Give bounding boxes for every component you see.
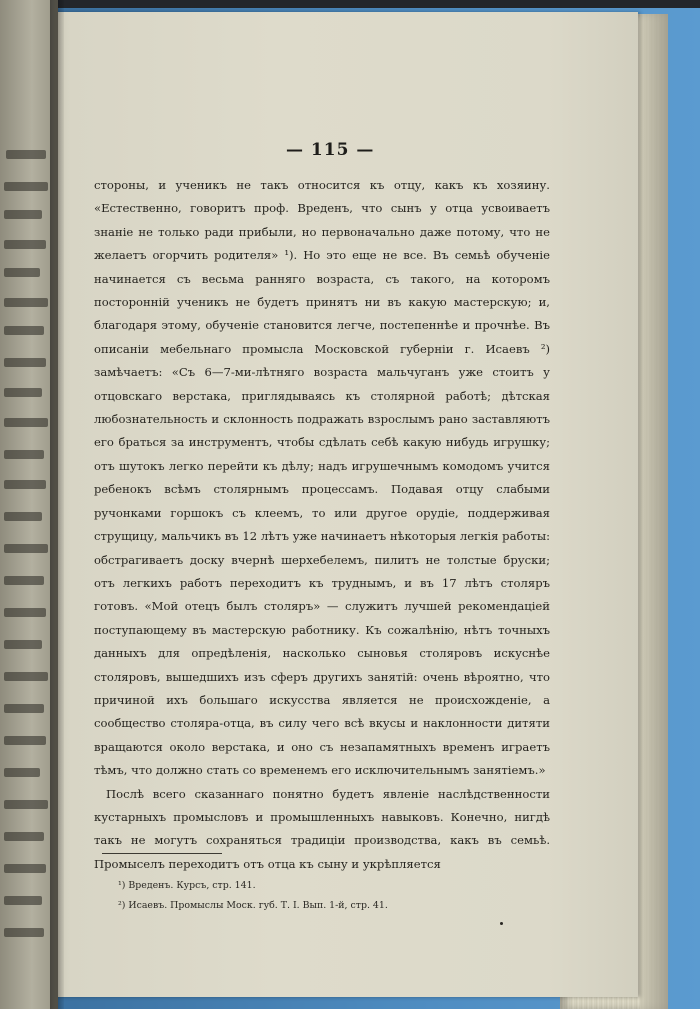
left-page-text-line — [4, 512, 42, 521]
book-gutter-shadow — [50, 0, 64, 1009]
left-page-text-line — [4, 928, 44, 937]
ink-speck — [500, 922, 503, 925]
left-page-text-line — [4, 298, 48, 307]
left-page-text-line — [4, 608, 46, 617]
left-page-text-line — [4, 864, 46, 873]
left-page-text-line — [4, 388, 42, 397]
page-number: — 115 — — [286, 140, 375, 160]
paragraph-1: стороны, и ученикъ не такъ относится къ отцу, какъ къ хозяину. «Естественно, говоритъ проф. Вреденъ, что сынъ у отца усвоиваетъ знаніе не только ради прибыли, но первоначально даже потому, что не желаетъ огорчить родителя» ¹). Но это еще не все. Въ семьѣ обученіе начинается съ весьма ранняго возраста, съ такого, на которомъ посторонній ученикъ не будетъ принятъ ни въ какую мастерскую; и, благодаря этому, обученіе становится легче, постепеннѣе и прочнѣе. Въ описаніи мебельнаго промысла Московской губерніи г. Исаевъ ²) замѣчаетъ: «Съ 6—7-ми-лѣтняго возраста мальчуганъ уже стоитъ у отцовскаго верстака, приглядываясь къ столярной работѣ; дѣтская любознательность и склонность подражать взрослымъ рано заставляютъ его браться за инструментъ, чтобы сдѣлать себѣ какую нибудь игрушку; отъ шутокъ легко перейти къ дѣлу; надъ игрушечнымъ комодомъ учится ребенокъ всѣмъ столярнымъ процессамъ. Подавая отцу слабыми ручонками горшокъ съ клеемъ, то или другое орудіе, поддерживая струщицу, мальчикъ въ 12 лѣтъ уже начинаетъ нѣкоторыя легкія работы: обстрагиваетъ доску вчернѣ шерхебелемъ, пилитъ не толстые бруски; отъ легкихъ работъ переходитъ къ труднымъ, и въ 17 лѣтъ столяръ готовъ. «Мой отецъ былъ столяръ» — служитъ лучшей рекомендаціей поступающему въ мастерскую работнику. Къ сожалѣнію, нѣтъ точныхъ данныхъ для опредѣленія, насколько сыновья столяровъ искуснѣе столяровъ, вышедшихъ изъ сферъ другихъ занятій: очень вѣроятно, что причиной ихъ большаго искусства является не происхожденіе, а сообщество столяра-отца, въ силу чего всѣ вкусы и наклонности дитяти вращаются около верстака, и оно съ незапамятныхъ временъ играетъ тѣмъ, что должно стать со временемъ его исключительнымъ занятіемъ.» — [94, 178, 550, 778]
left-page-text-line — [6, 150, 46, 159]
left-page-text-line — [4, 576, 44, 585]
left-page-text-line — [4, 896, 42, 905]
left-page-text-line — [4, 640, 42, 649]
footnote-1: ¹) Вреденъ. Курсъ, стр. 141. — [118, 880, 256, 891]
left-page-text-line — [4, 326, 44, 335]
footnotes — [118, 876, 538, 916]
left-page-text-line — [4, 736, 46, 745]
left-page-text-line — [4, 672, 48, 681]
left-page-text-line — [4, 240, 46, 249]
paragraph-2: Послѣ всего сказаннаго понятно будетъ явленіе наслѣдственности кустарныхъ промысловъ и промышленныхъ навыковъ. Конечно, нигдѣ такъ не могутъ сохраняться традиціи производства, какъ въ семьѣ. Промыселъ переходитъ отъ отца къ сыну и укрѣпляется — [94, 786, 550, 871]
left-page-text-line — [4, 210, 42, 219]
book-page — [34, 12, 638, 997]
footnote-divider — [102, 853, 222, 854]
left-page-text-line — [4, 480, 46, 489]
left-page-text-line — [4, 182, 48, 191]
left-page-text-line — [4, 832, 44, 841]
footnote-2: ²) Исаевъ. Промыслы Моск. губ. Т. I. Вып. 1-й, стр. 41. — [118, 900, 388, 911]
left-page-text-line — [4, 358, 46, 367]
left-page-text-line — [4, 768, 40, 777]
left-page-text-line — [4, 800, 48, 809]
main-text — [94, 174, 550, 876]
left-page-text-line — [4, 450, 44, 459]
left-page-text-line — [4, 418, 48, 427]
page-stack-shade — [640, 14, 668, 1009]
left-page-text-line — [4, 704, 44, 713]
left-page-text-line — [4, 268, 40, 277]
left-page-text-line — [4, 544, 48, 553]
